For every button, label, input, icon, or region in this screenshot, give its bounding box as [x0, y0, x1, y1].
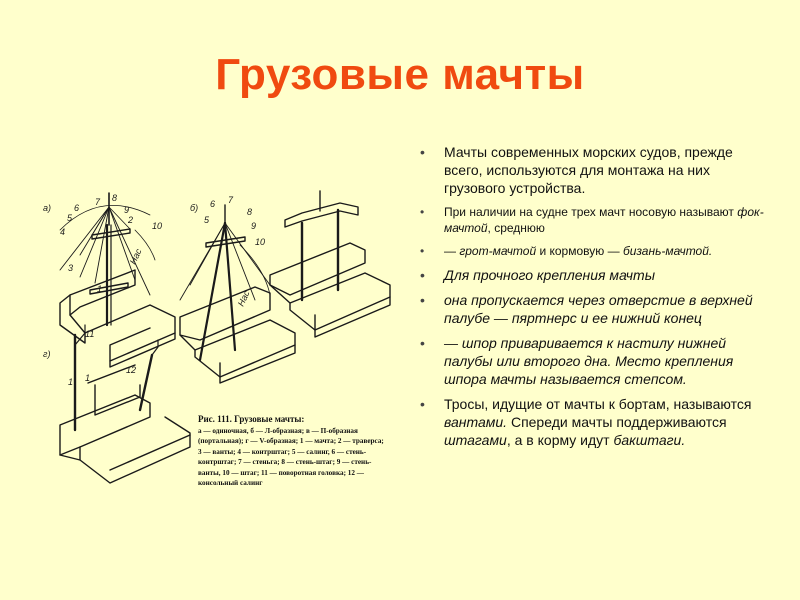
panel-v-crossbar	[285, 203, 358, 227]
num-6-a: 6	[74, 203, 80, 213]
bullet-text: Мачты современных морских судов, прежде всего, используются для монтажа на них грузового устройства.	[444, 144, 733, 196]
bullet-item	[414, 334, 764, 388]
figure-caption	[198, 415, 388, 489]
bullet-list	[414, 143, 764, 456]
panel-b-leg-right	[225, 223, 235, 350]
num-9-a: 9	[124, 205, 130, 215]
bullet-text: —	[444, 244, 460, 258]
num-7-b: 7	[228, 195, 234, 205]
num-2-a: 2	[128, 215, 134, 225]
bullet-item	[414, 243, 764, 259]
num-1-a: 1	[97, 284, 103, 294]
num-5-b: 5	[204, 215, 210, 225]
bullet-item	[414, 204, 764, 236]
num-8-a: 8	[112, 193, 118, 203]
num-6-b: 6	[210, 199, 216, 209]
label-a: а)	[43, 203, 52, 213]
label-nas-2: Нас	[235, 289, 252, 308]
bullet-text: Тросы, идущие от мачты к бортам, называются	[444, 396, 752, 412]
num-1-g-right: 1	[85, 373, 91, 383]
caption-text: а — одиночная, б — Л-образная; в — П-образная (портальная); г — V-образная; 1 — мачта; 2 — траверса; 3 — ванты; 4 — контрштаг; 5 — салинг, 6 — стень-контрштаг; 7 — стеньга; 8 — стень-штаг; 9 — стень-ванты, 10 — штаг; 11 — поворотная головка; 12 — консольный салинг	[198, 426, 384, 487]
label-g: г)	[43, 349, 51, 359]
bullet-item	[414, 395, 764, 449]
bullet-text: грот-мачтой	[459, 244, 537, 258]
panel-g-mast-right	[140, 355, 152, 410]
num-3-a: 3	[68, 263, 74, 273]
caption-title: Рис. 111. Грузовые мачты:	[198, 414, 305, 424]
panel-a-hatch	[85, 305, 175, 361]
bullet-text: — шпор приваривается к настилу нижней палубы или второго дна. Место крепления шпора мачты называется степсом.	[444, 335, 734, 387]
bullet-text: Для прочного крепления мачты	[444, 267, 656, 283]
num-10-a: 10	[152, 221, 163, 231]
num-12-g: 12	[126, 365, 137, 375]
label-b: б)	[190, 203, 199, 213]
bullet-text: фок-мачтой	[444, 205, 764, 235]
panel-g-v-shaped-masts	[60, 325, 190, 483]
num-9-b: 9	[251, 221, 257, 231]
label-nas-1: Нас	[127, 247, 144, 266]
num-7-a: 7	[95, 197, 101, 207]
bullet-text: штагами	[444, 432, 507, 448]
num-8-b: 8	[247, 207, 253, 217]
num-1-g: 1	[68, 377, 74, 387]
bullet-text: При наличии на судне трех мачт носовую называют	[444, 205, 738, 219]
bullet-item	[414, 291, 764, 327]
num-4-a: 4	[60, 227, 66, 237]
panel-v-portal-mast	[270, 191, 390, 337]
slide-title: Грузовые мачты	[215, 50, 585, 99]
panel-b-deck	[180, 287, 270, 340]
panel-b-a-shaped-mast	[180, 205, 295, 383]
bullet-item	[414, 266, 764, 284]
bullet-text: и кормовую —	[536, 244, 623, 258]
num-10-b: 10	[255, 237, 266, 247]
bullet-text: , а в корму идут	[506, 432, 614, 448]
bullet-item	[414, 143, 764, 197]
bullet-text: она пропускается через отверстие в верхней палубе — пяртнерс и ее нижний конец	[444, 292, 753, 326]
bullet-text: , среднюю	[487, 221, 545, 235]
bullet-text: бакштаги.	[613, 432, 686, 448]
num-5-a: 5	[67, 213, 73, 223]
bullet-text: вантами.	[444, 414, 508, 430]
num-11-g: 11	[85, 329, 95, 339]
bullet-text: бизань-мачтой.	[622, 244, 713, 258]
panel-g-deck	[60, 395, 150, 455]
bullet-text: Спереди мачты поддерживаются	[507, 414, 727, 430]
panel-v-deck	[270, 243, 365, 295]
